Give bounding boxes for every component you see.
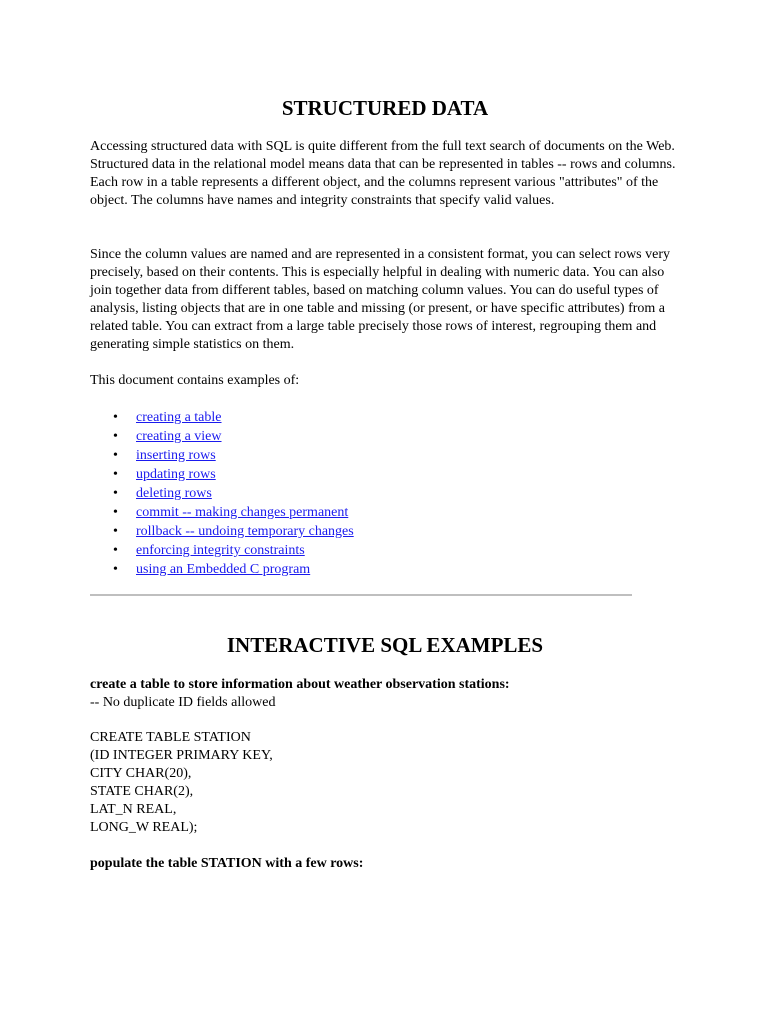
link-integrity-constraints[interactable]: enforcing integrity constraints: [136, 543, 305, 558]
list-item: [113, 427, 354, 446]
sql-code-block: [90, 729, 273, 837]
code-line: LAT_N REAL,: [90, 802, 177, 817]
create-table-heading: create a table to store information about weather observation stations:: [90, 677, 510, 692]
list-item: [113, 560, 354, 579]
section-title: INTERACTIVE SQL EXAMPLES: [226, 633, 544, 657]
section-divider: [90, 594, 632, 596]
bullet-icon: •: [113, 562, 118, 577]
list-item: [113, 465, 354, 484]
page-title: STRUCTURED DATA: [281, 96, 489, 120]
code-line: LONG_W REAL);: [90, 820, 198, 835]
bullet-icon: •: [113, 448, 118, 463]
intro-paragraph: Accessing structured data with SQL is quite different from the full text search of documents on the Web. Structured data in the relational model means data that can be represented in tables -- rows and columns. Each row in a table represents a different object, and the columns represent various "attributes" of the object. The columns have names and integrity constraints that specify valid values.: [90, 139, 676, 208]
link-updating-rows[interactable]: updating rows: [136, 467, 216, 482]
link-embedded-c[interactable]: using an Embedded C program: [136, 562, 311, 577]
second-paragraph: Since the column values are named and are represented in a consistent format, you can select rows very precisely, based on their contents. This is especially helpful in dealing with numeric data. You can also join together data from different tables, based on matching column values. You can do useful types of analysis, listing objects that are in one table and missing (or present, or have specific attributes) from a related table. You can extract from a large table precisely those rows of interest, regrouping them and generating simple statistics on them.: [90, 247, 671, 352]
link-commit[interactable]: commit -- making changes permanent: [136, 505, 349, 520]
link-creating-view[interactable]: creating a view: [136, 429, 222, 444]
link-inserting-rows[interactable]: inserting rows: [136, 448, 216, 463]
list-item: [113, 408, 354, 427]
code-line: (ID INTEGER PRIMARY KEY,: [90, 748, 273, 763]
code-line: STATE CHAR(2),: [90, 784, 194, 799]
bullet-icon: •: [113, 486, 118, 501]
link-deleting-rows[interactable]: deleting rows: [136, 486, 212, 501]
examples-intro: This document contains examples of:: [90, 373, 300, 388]
examples-link-list: [90, 408, 354, 579]
bullet-icon: •: [113, 410, 118, 425]
bullet-icon: •: [113, 467, 118, 482]
bullet-icon: •: [113, 543, 118, 558]
link-creating-table[interactable]: creating a table: [136, 410, 222, 425]
list-item: [113, 522, 354, 541]
bullet-icon: •: [113, 429, 118, 444]
populate-table-heading: populate the table STATION with a few rows:: [90, 856, 364, 871]
list-item: [113, 503, 354, 522]
list-item: [113, 484, 354, 503]
link-rollback[interactable]: rollback -- undoing temporary changes: [136, 524, 354, 539]
bullet-icon: •: [113, 524, 118, 539]
list-item: [113, 446, 354, 465]
code-line: CREATE TABLE STATION: [90, 730, 251, 745]
code-line: CITY CHAR(20),: [90, 766, 192, 781]
bullet-icon: •: [113, 505, 118, 520]
list-item: [113, 541, 354, 560]
create-table-note: -- No duplicate ID fields allowed: [90, 695, 276, 710]
